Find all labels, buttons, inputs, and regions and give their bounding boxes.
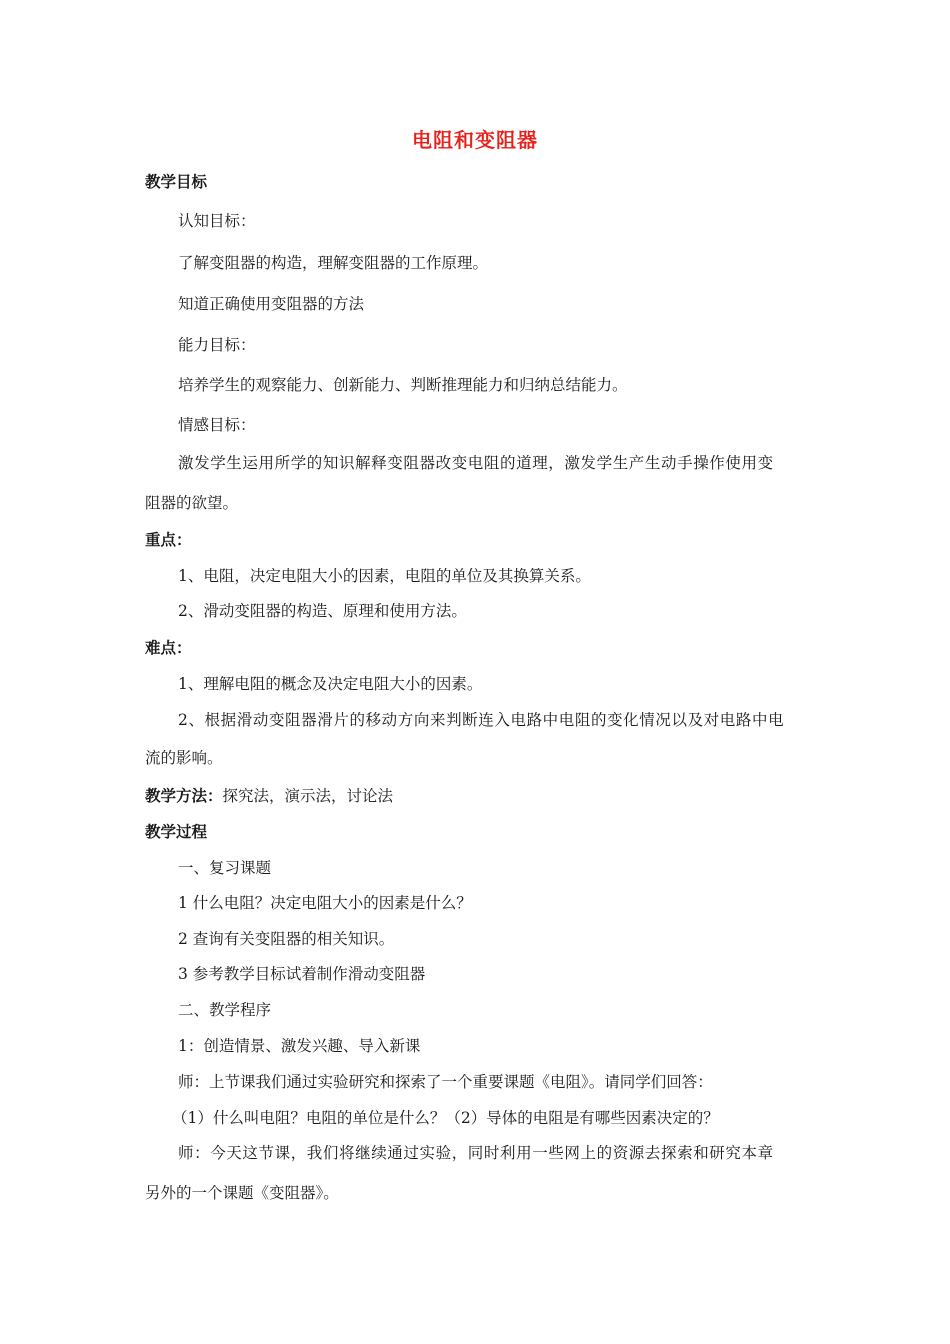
paragraph-line: 阻器的欲望。 [145,494,239,512]
paragraph-line: 3 参考教学目标试着制作滑动变阻器 [178,965,426,983]
paragraph-line: 流的影响。 [145,749,223,767]
paragraph-line: 了解变阻器的构造，理解变阻器的工作原理。 [178,254,489,272]
paragraph-line: 1、理解电阻的概念及决定电阻大小的因素。 [178,675,483,693]
paragraph-line: 激发学生运用所学的知识解释变阻器改变电阻的道理，激发学生产生动手操作使用变 [178,454,774,472]
paragraph-line: 2 查询有关变阻器的相关知识。 [178,930,395,948]
section-heading-methods: 教学方法： [145,787,223,805]
section-heading-key-points: 重点： [145,531,192,549]
paragraph-line: 1、电阻，决定电阻大小的因素，电阻的单位及其换算关系。 [178,567,591,585]
paragraph-line: 师：上节课我们通过实验研究和探索了一个重要课题《电阻》。请同学们回答： [178,1073,713,1091]
methods-text: 探究法，演示法，讨论法 [222,787,394,805]
section-heading-objectives: 教学目标 [145,173,208,191]
document-title: 电阻和变阻器 [412,128,538,152]
paragraph-line: 情感目标： [178,416,256,434]
paragraph-line: 知道正确使用变阻器的方法 [178,295,365,313]
paragraph-line: 2、根据滑动变阻器滑片的移动方向来判断连入电路中电阻的变化情况以及对电路中电 [178,711,785,729]
teaching-methods-line [145,784,393,806]
paragraph-line: 1 什么电阻？决定电阻大小的因素是什么？ [178,894,472,912]
paragraph-line: 二、教学程序 [178,1001,272,1019]
paragraph-line: 认知目标： [178,212,256,230]
section-heading-process: 教学过程 [145,823,208,841]
paragraph-line: 师：今天这节课，我们将继续通过实验，同时利用一些网上的资源去探索和研究本章 [178,1144,774,1162]
paragraph-line: 2、滑动变阻器的构造、原理和使用方法。 [178,602,467,620]
paragraph-line: 能力目标： [178,336,256,354]
paragraph-line: 培养学生的观察能力、创新能力、判断推理能力和归纳总结能力。 [178,376,628,394]
paragraph-line: 另外的一个课题《变阻器》。 [145,1184,339,1202]
section-heading-difficulties: 难点： [145,639,192,657]
paragraph-line: （1）什么叫电阻？电阻的单位是什么？（2）导体的电阻是有哪些因素决定的？ [172,1109,719,1127]
paragraph-line: 一、复习课题 [178,859,272,877]
paragraph-line: 1：创造情景、激发兴趣、导入新课 [178,1037,421,1055]
